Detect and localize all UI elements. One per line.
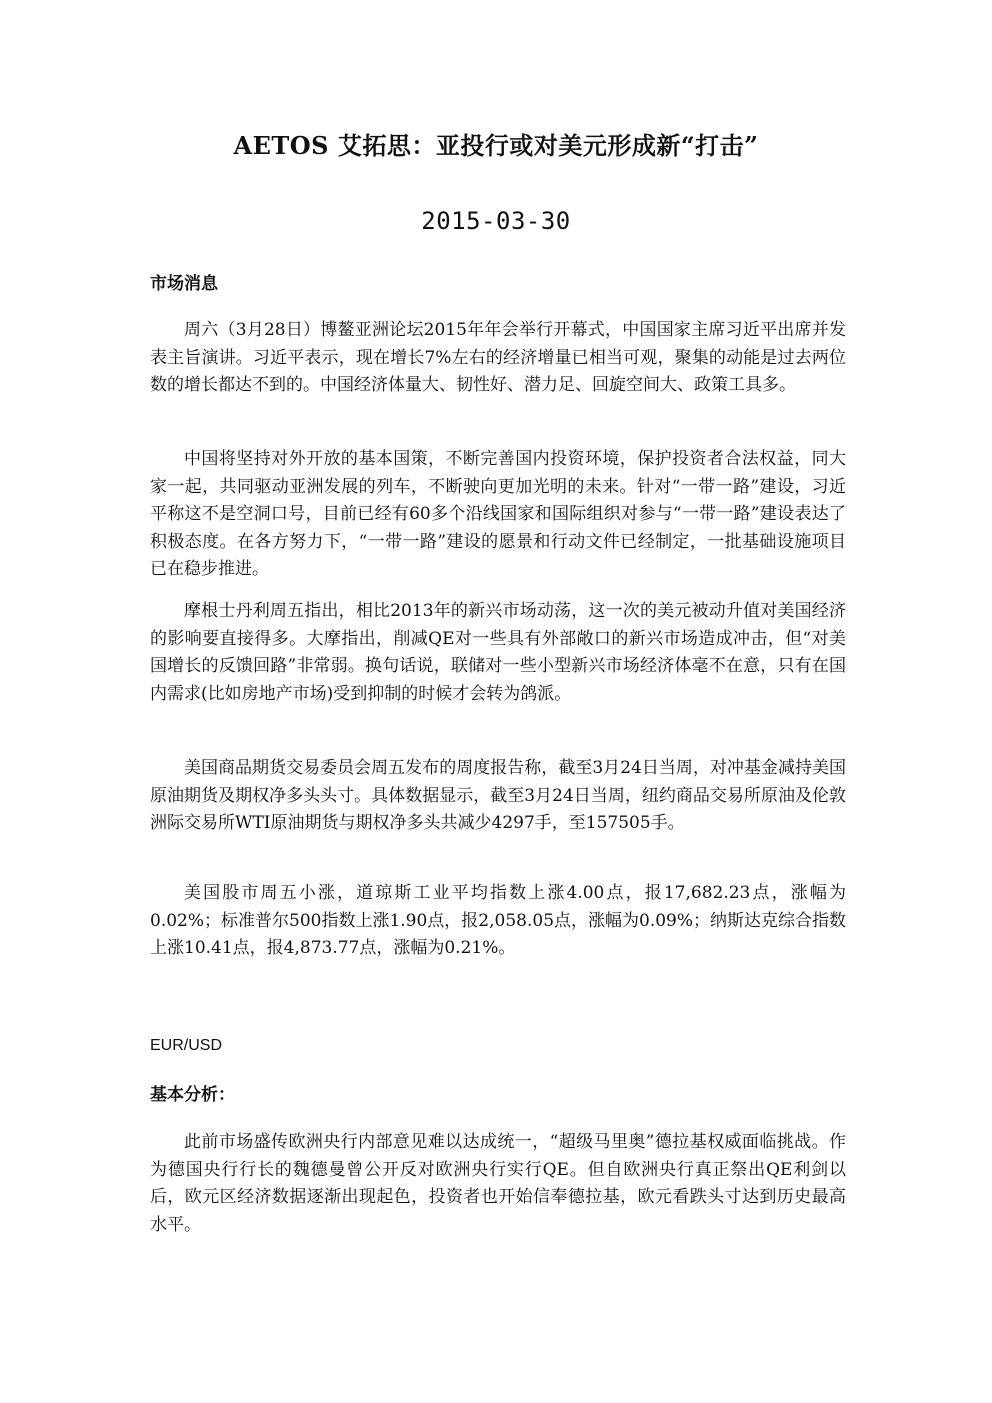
paragraph-market-5: 美国股市周五小涨，道琼斯工业平均指数上涨4.00点，报17,682.23点，涨幅为0.02%；标准普尔500指数上涨1.90点，报2,058.05点，涨幅为0.09%；纳斯达克综合指数上涨10.41点，报4,873.77点，涨幅为0.21%。: [150, 883, 847, 958]
document-title: AETOS 艾拓思：亚投行或对美元形成新“打击”: [233, 131, 759, 160]
paragraph-market-3: 摩根士丹利周五指出，相比2013年的新兴市场动荡，这一次的美元被动升值对美国经济的影响要直接得多。大摩指出，削减QE对一些具有外部敞口的新兴市场造成冲击，但“对美国增长的反馈回路”非常弱。换句话说，联储对一些小型新兴市场经济体毫不在意，只有在国内需求(比如房地产市场)受到抑制的时候才会转为鸽派。: [150, 601, 846, 704]
currency-pair-label: EUR/USD: [150, 1037, 223, 1054]
section-heading-basic-analysis: 基本分析：: [150, 1085, 235, 1105]
paragraph-market-1: 周六（3月28日）博鳌亚洲论坛2015年年会举行开幕式，中国国家主席习近平出席并发表主旨演讲。习近平表示，现在增长7%左右的经济增量已相当可观，聚集的动能是过去两位数的增长都达不到的。中国经济体量大、韧性好、潜力足、回旋空间大、政策工具多。: [150, 320, 846, 395]
paragraph-market-2: 中国将坚持对外开放的基本国策，不断完善国内投资环境，保护投资者合法权益，同大家一起，共同驱动亚洲发展的列车，不断驶向更加光明的未来。针对“一带一路”建设，习近平称这不是空洞口号，目前已经有60多个沿线国家和国际组织对参与“一带一路”建设表达了积极态度。在各方努力下，“一带一路”建设的愿景和行动文件已经制定，一批基础设施项目已在稳步推进。: [150, 449, 846, 579]
paragraph-market-4: 美国商品期货交易委员会周五发布的周度报告称，截至3月24日当周，对冲基金减持美国原油期货及期权净多头头寸。具体数据显示，截至3月24日当周，纽约商品交易所原油及伦敦洲际交易所WTI原油期货与期权净多头共减少4297手，至157505手。: [150, 758, 846, 833]
paragraph-analysis-1: 此前市场盛传欧洲央行内部意见难以达成统一，“超级马里奥”德拉基权威面临挑战。作为德国央行行长的魏德曼曾公开反对欧洲央行实行QE。但自欧洲央行真正祭出QE利剑以后，欧元区经济数据逐渐出现起色，投资者也开始信奉德拉基，欧元看跌头寸达到历史最高水平。: [150, 1132, 846, 1235]
section-heading-market-news: 市场消息: [150, 274, 218, 294]
document-date: 2015-03-30: [421, 207, 571, 235]
